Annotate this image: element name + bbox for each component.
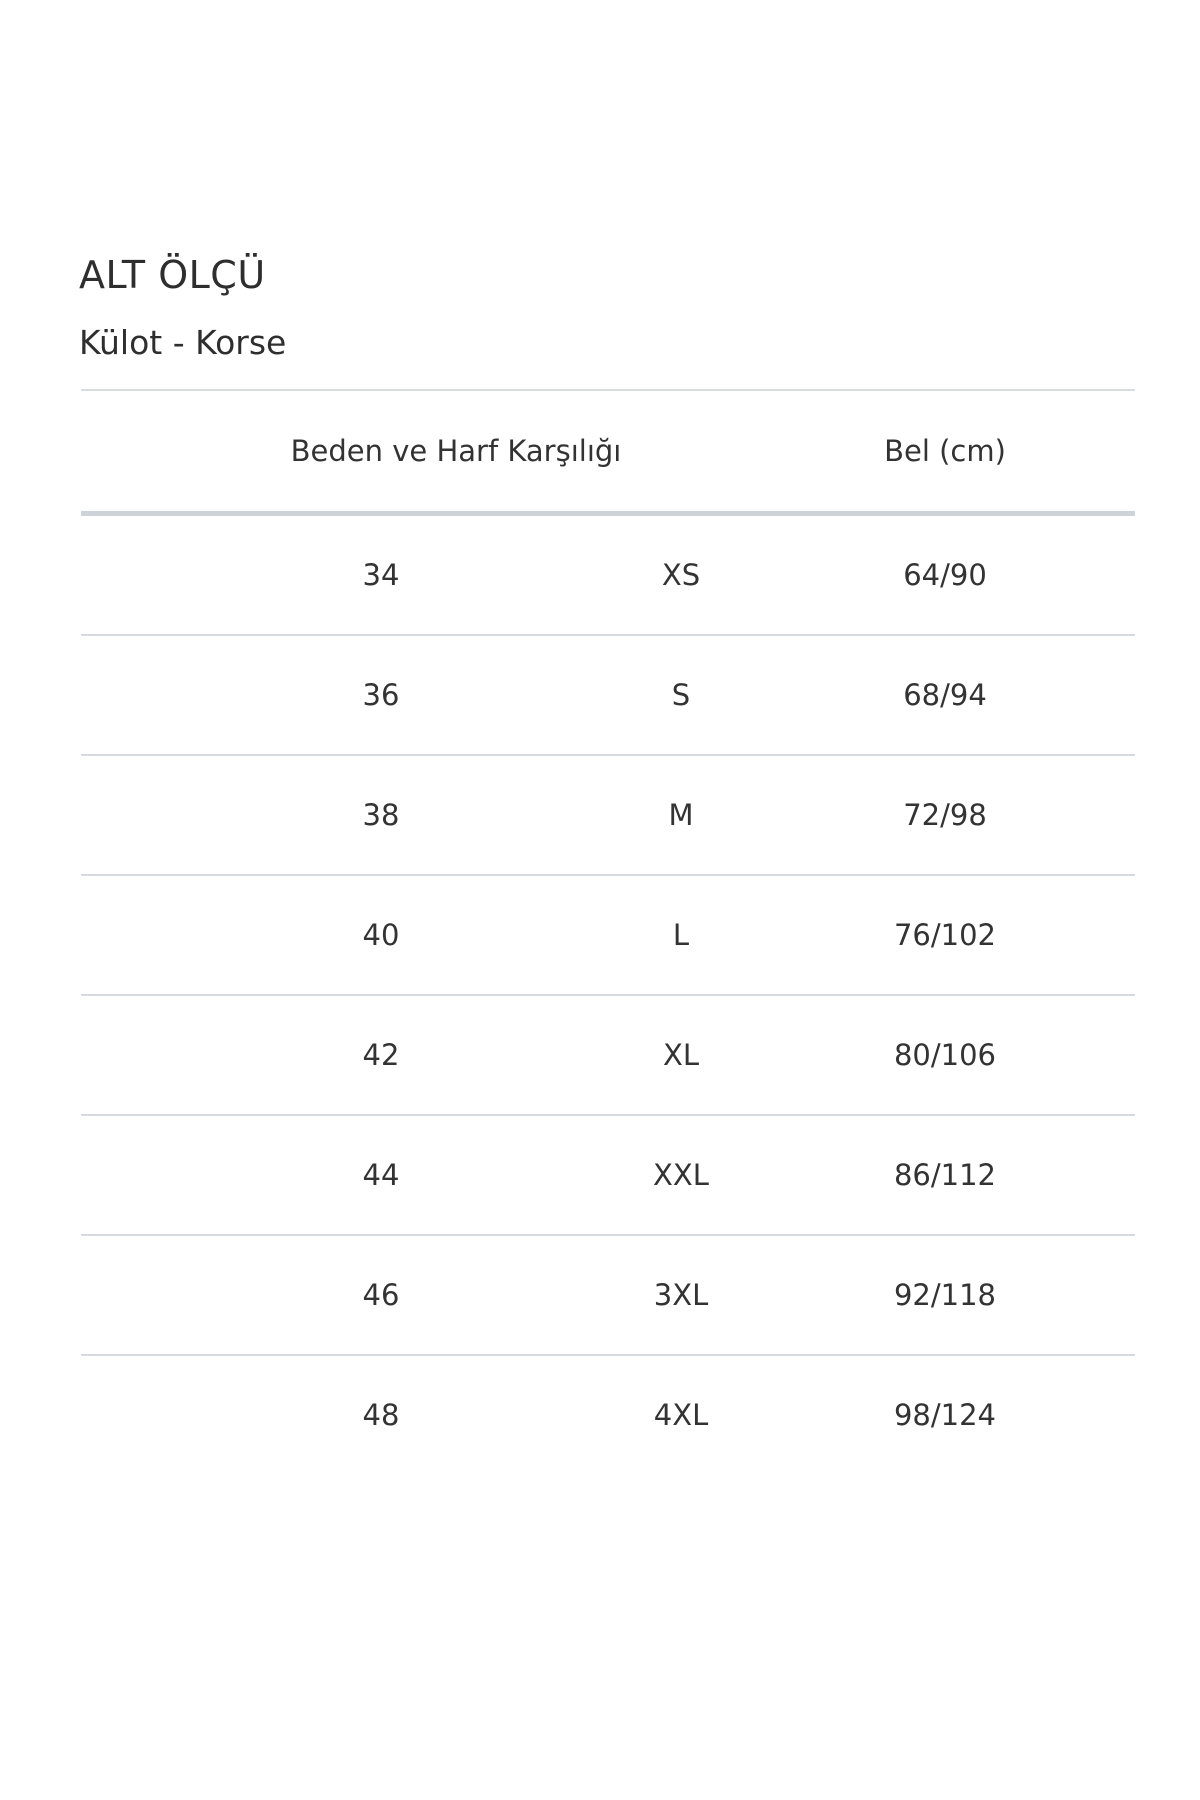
size-number: 40 bbox=[362, 918, 400, 952]
table-row bbox=[81, 516, 1135, 636]
table-row bbox=[81, 1116, 1135, 1236]
size-letter: XL bbox=[662, 1038, 700, 1072]
size-number: 46 bbox=[362, 1278, 400, 1312]
waist-value: 80/106 bbox=[893, 1038, 997, 1072]
waist-value: 64/90 bbox=[903, 558, 987, 592]
waist-value: 68/94 bbox=[903, 678, 987, 712]
size-letter: M bbox=[668, 798, 694, 832]
waist-value: 72/98 bbox=[903, 798, 987, 832]
size-letter: S bbox=[671, 678, 691, 712]
size-letter: L bbox=[672, 918, 690, 952]
size-letter: XXL bbox=[653, 1158, 709, 1192]
waist-value: 76/102 bbox=[893, 918, 997, 952]
header-waist: Bel (cm) bbox=[884, 434, 1006, 468]
header-size-letter: Beden ve Harf Karşılığı bbox=[290, 434, 622, 468]
table-row bbox=[81, 1236, 1135, 1356]
table-row bbox=[81, 1356, 1135, 1474]
size-letter: XS bbox=[661, 558, 701, 592]
size-number: 36 bbox=[362, 678, 400, 712]
size-number: 44 bbox=[362, 1158, 400, 1192]
size-letter: 3XL bbox=[653, 1278, 709, 1312]
size-table bbox=[81, 389, 1135, 1474]
table-header-row bbox=[81, 389, 1135, 516]
page-title: ALT ÖLÇÜ bbox=[79, 253, 266, 297]
table-row bbox=[81, 996, 1135, 1116]
table-row bbox=[81, 636, 1135, 756]
table-row bbox=[81, 756, 1135, 876]
size-letter: 4XL bbox=[653, 1398, 709, 1432]
size-number: 48 bbox=[362, 1398, 400, 1432]
size-number: 34 bbox=[362, 558, 400, 592]
page-subtitle: Külot - Korse bbox=[79, 323, 287, 362]
waist-value: 86/112 bbox=[893, 1158, 997, 1192]
table-row bbox=[81, 876, 1135, 996]
size-number: 38 bbox=[362, 798, 400, 832]
waist-value: 92/118 bbox=[893, 1278, 997, 1312]
size-number: 42 bbox=[362, 1038, 400, 1072]
waist-value: 98/124 bbox=[893, 1398, 997, 1432]
